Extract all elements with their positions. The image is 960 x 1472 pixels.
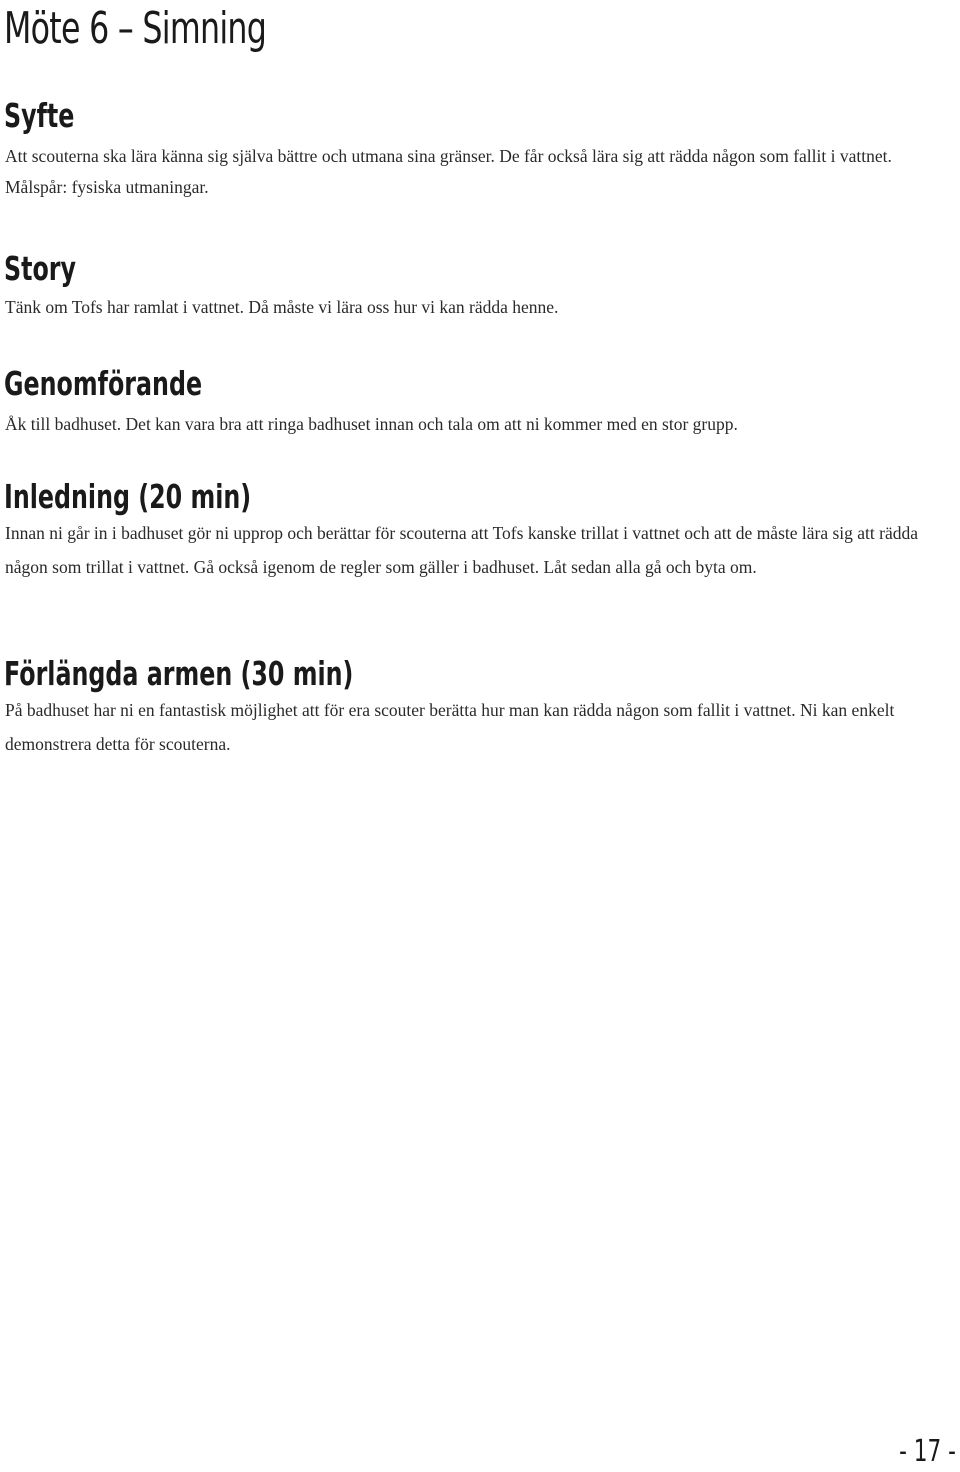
section-heading: Syfte [4,96,75,135]
section-body: Att scouterna ska lära känna sig själva bättre och utmana sina gränser. De får också lära sig att rädda någon som fallit i vattnet. Målspår: fysiska utmaningar. [5,146,892,197]
page-title: Möte 6 – Simning [4,3,267,54]
section-body: På badhuset har ni en fantastisk möjlighet att för era scouter berätta hur man kan rädda någon som fallit i vattnet. Ni kan enkelt demonstrera detta för scouterna. [5,700,895,754]
section-heading: Genomförande [4,364,203,403]
section-heading: Story [4,249,76,288]
section-body: Innan ni går in i badhuset gör ni upprop och berättar för scouterna att Tofs kanske trillat i vattnet och att de måste lära sig att rädda någon som trillat i vattnet. Gå också igenom de regler som gäller i badhuset. Låt sedan alla gå och byta om. [5,523,919,577]
section-body: Åk till badhuset. Det kan vara bra att ringa badhuset innan och tala om att ni kommer med en stor grupp. [5,414,738,434]
section-heading: Förlängda armen (30 min) [4,654,354,693]
page-number: - 17 - [899,1434,956,1469]
section-heading: Inledning (20 min) [4,477,252,516]
section-body: Tänk om Tofs har ramlat i vattnet. Då måste vi lära oss hur vi kan rädda henne. [5,297,559,317]
